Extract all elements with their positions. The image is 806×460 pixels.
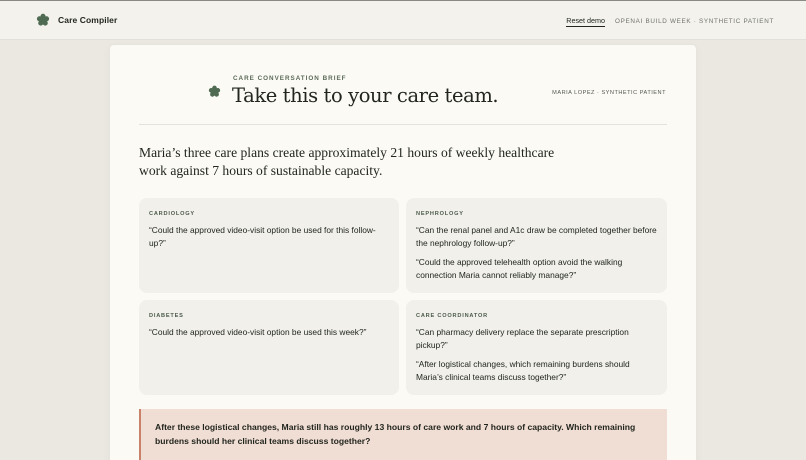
- question-list: [416, 224, 657, 281]
- brand-name: Care Compiler: [58, 15, 118, 25]
- question-list: [416, 326, 657, 383]
- question-card-title: CARDIOLOGY: [149, 211, 195, 217]
- brief-eyebrow: CARE CONVERSATION BRIEF: [233, 75, 347, 82]
- question-item: “Could the approved telehealth option avoid the walking connection Maria cannot reliably manage?”: [416, 257, 623, 280]
- question-list: [149, 224, 389, 249]
- flower-logo-icon: [36, 13, 50, 27]
- question-card-title: CARE COORDINATOR: [416, 313, 488, 319]
- question-card-title: NEPHROLOGY: [416, 211, 464, 217]
- question-item: “Could the approved video-visit option be used for this follow-up?”: [149, 225, 376, 248]
- question-card-title: DIABETES: [149, 313, 184, 319]
- brand[interactable]: [36, 13, 117, 27]
- brief-card: [110, 45, 696, 460]
- question-list: [149, 326, 389, 339]
- question-item: “Can the renal panel and A1c draw be completed together before the nephrology follow-up?”: [416, 225, 657, 248]
- top-bar: [0, 0, 806, 40]
- question-item: “Could the approved video-visit option be used this week?”: [149, 327, 367, 337]
- page-title: Take this to your care team.: [232, 84, 499, 107]
- divider: [139, 124, 667, 125]
- question-item: “After logistical changes, which remaining burdens should Maria’s clinical teams discuss together?”: [416, 359, 630, 382]
- remaining-burden-callout: After these logistical changes, Maria still has roughly 13 hours of care work and 7 hours of capacity. Which remaining burdens should her clinical teams discuss together?: [139, 409, 667, 460]
- reset-demo-link[interactable]: Reset demo: [566, 16, 606, 25]
- patient-label: MARIA LOPEZ · SYNTHETIC PATIENT: [552, 90, 666, 96]
- question-card-diabetes: [139, 300, 399, 395]
- summary-text: Maria’s three care plans create approximately 21 hours of weekly healthcare work against 7 hours of sustainable capacity.: [139, 145, 555, 178]
- question-card-cardiology: [139, 198, 399, 293]
- question-card-care-coordinator: [406, 300, 667, 395]
- question-card-nephrology: [406, 198, 667, 293]
- flower-icon: [208, 85, 221, 98]
- top-nav: [566, 16, 774, 27]
- build-label: OPENAI BUILD WEEK · SYNTHETIC PATIENT: [615, 18, 774, 25]
- question-item: “Can pharmacy delivery replace the separate prescription pickup?”: [416, 327, 629, 350]
